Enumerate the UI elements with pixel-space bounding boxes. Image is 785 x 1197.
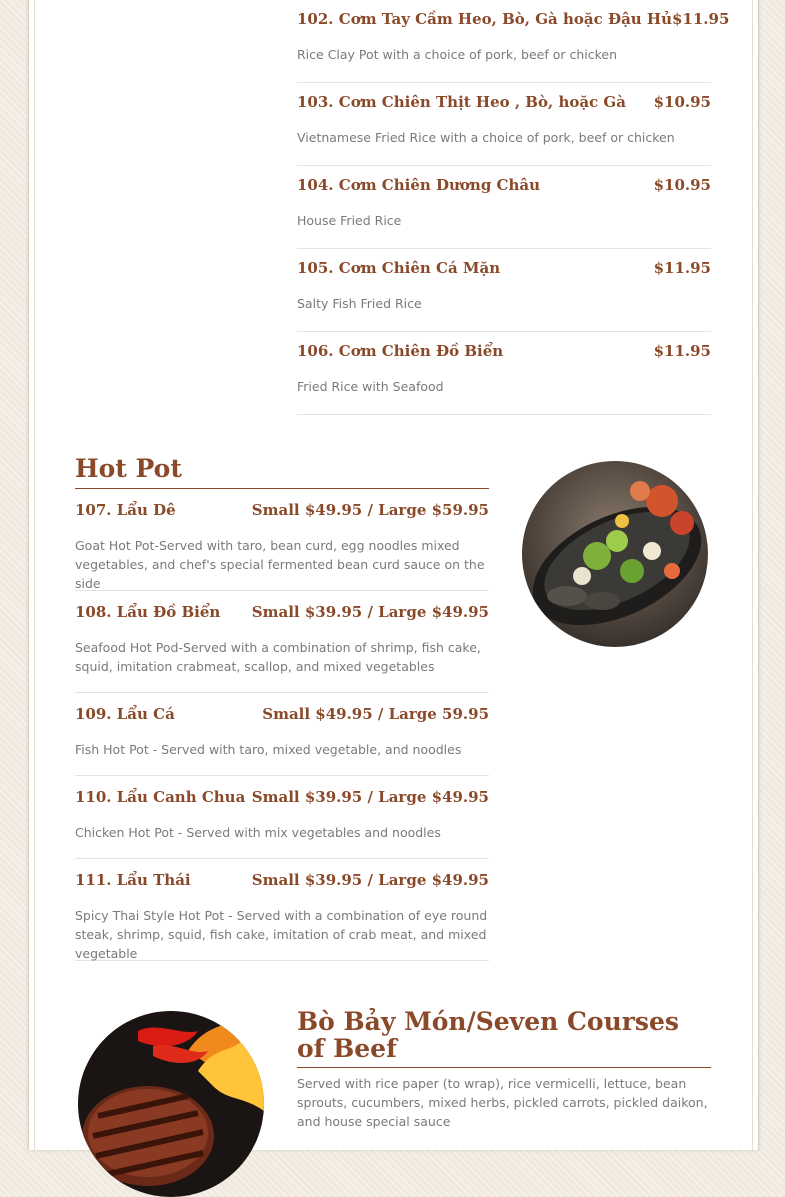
section-title: Bò Bảy Món/Seven Courses of Beef (297, 1007, 679, 1063)
item-price: Small $39.95 / Large $49.95 (251, 603, 489, 621)
hot-pot-photo (522, 461, 708, 647)
item-price: $10.95 (653, 93, 711, 111)
item-name: 111. Lẩu Thái (75, 871, 191, 889)
hot-pot-section (75, 455, 489, 961)
item-description: Fish Hot Pot - Served with taro, mixed vegetable, and noodles (75, 742, 462, 757)
item-description: Salty Fish Fried Rice (297, 296, 422, 311)
item-name: 103. Cơm Chiên Thịt Heo , Bò, hoặc Gà (297, 93, 626, 111)
menu-item (75, 776, 489, 859)
item-price: Small $49.95 / Large $59.95 (251, 501, 489, 519)
menu-item (297, 0, 730, 83)
menu-item (75, 693, 489, 776)
item-price: $11.95 (653, 342, 711, 360)
item-price: Small $49.95 / Large 59.95 (262, 705, 489, 723)
section-description: Served with rice paper (to wrap), rice vermicelli, lettuce, bean sprouts, cucumbers, mixed herbs, pickled carrots, pickled daikon, and house special sauce (297, 1076, 708, 1129)
item-description: Fried Rice with Seafood (297, 379, 444, 394)
item-price: Small $39.95 / Large $49.95 (251, 871, 489, 889)
item-price: $11.95 (672, 10, 730, 28)
item-name: 108. Lẩu Đồ Biển (75, 603, 221, 621)
item-price: $11.95 (653, 259, 711, 277)
menu-item (297, 83, 711, 166)
section-divider (297, 1067, 711, 1068)
item-price: $10.95 (653, 176, 711, 194)
item-description: Vietnamese Fried Rice with a choice of pork, beef or chicken (297, 130, 675, 145)
item-description: Seafood Hot Pod-Served with a combination of shrimp, fish cake, squid, imitation crabmeat, scallop, and mixed vegetables (75, 640, 481, 674)
rice-dishes-list (297, 0, 730, 415)
item-name: 102. Cơm Tay Cầm Heo, Bò, Gà hoặc Đậu Hủ (297, 10, 672, 28)
item-name: 104. Cơm Chiên Dương Châu (297, 176, 541, 194)
item-description: House Fried Rice (297, 213, 402, 228)
seven-courses-section (297, 1008, 711, 1131)
item-price: Small $39.95 / Large $49.95 (251, 788, 489, 806)
menu-item (297, 166, 711, 249)
item-name: 110. Lẩu Canh Chua (75, 788, 246, 806)
item-name: 106. Cơm Chiên Đồ Biển (297, 342, 504, 360)
item-description: Rice Clay Pot with a choice of pork, beef or chicken (297, 47, 618, 62)
item-description: Chicken Hot Pot - Served with mix vegetables and noodles (75, 825, 441, 840)
menu-item (297, 332, 711, 415)
menu-item (75, 489, 489, 591)
item-description: Goat Hot Pot-Served with taro, bean curd, egg noodles mixed vegetables, and chef's special fermented bean curd sauce on the side (75, 538, 485, 591)
item-name: 109. Lẩu Cá (75, 705, 175, 723)
hot-pot-list (75, 489, 489, 961)
menu-item (297, 249, 711, 332)
menu-item (75, 859, 489, 961)
section-title: Hot Pot (75, 454, 182, 483)
item-description: Spicy Thai Style Hot Pot - Served with a combination of eye round steak, shrimp, squid, fish cake, imitation of crab meat, and mixed vegetable (75, 908, 488, 961)
item-name: 107. Lẩu Dê (75, 501, 176, 519)
item-name: 105. Cơm Chiên Cá Mặn (297, 259, 501, 277)
menu-item (75, 591, 489, 693)
beef-photo (78, 1011, 264, 1197)
